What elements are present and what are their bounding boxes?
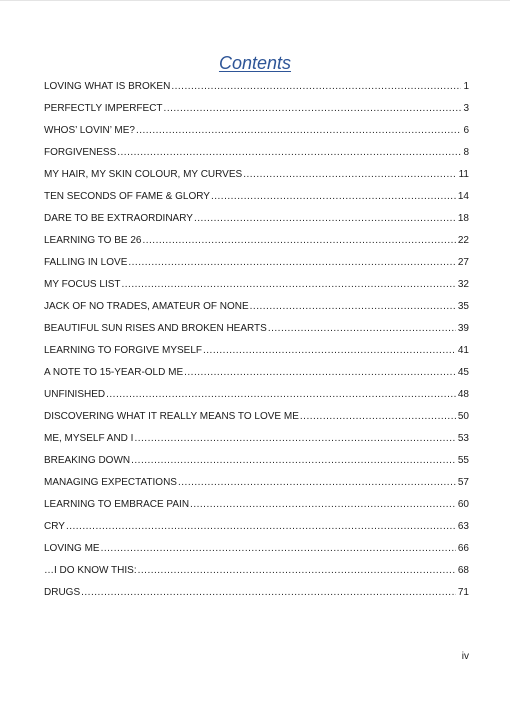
toc-entry-title: BEAUTIFUL SUN RISES AND BROKEN HEARTS: [44, 323, 267, 334]
toc-entry-title: FORGIVENESS: [44, 147, 117, 158]
toc-entry-page: 22: [457, 235, 469, 246]
toc-dot-leader: [117, 142, 461, 164]
toc-entry: [44, 186, 469, 208]
toc-entry-page: 18: [457, 213, 469, 224]
page-top-edge: [0, 0, 510, 1]
toc-dot-leader: [250, 296, 456, 318]
toc-dot-leader: [66, 516, 456, 538]
toc-entry-page: 39: [457, 323, 469, 334]
toc-entry-title: MY FOCUS LIST: [44, 279, 121, 290]
toc-entry-title: LEARNING TO FORGIVE MYSELF: [44, 345, 202, 356]
toc-entry-title: LEARNING TO BE 26: [44, 235, 142, 246]
toc-dot-leader: [122, 274, 456, 296]
toc-entry-page: 6: [463, 125, 469, 136]
toc-entry: [44, 318, 469, 340]
toc-entry-page: 45: [457, 367, 469, 378]
toc-entry: [44, 142, 469, 164]
toc-entry-title: MANAGING EXPECTATIONS: [44, 477, 177, 488]
toc-dot-leader: [194, 208, 456, 230]
toc-entry: [44, 472, 469, 494]
toc-entry: [44, 76, 469, 98]
toc-entry-title: UNFINISHED: [44, 389, 106, 400]
toc-entry: [44, 538, 469, 560]
toc-entry-title: DARE TO BE EXTRAORDINARY: [44, 213, 193, 224]
toc-entry-page: 1: [463, 81, 469, 92]
toc-entry-title: JACK OF NO TRADES, AMATEUR OF NONE: [44, 301, 249, 312]
toc-entry-title: LOVING ME: [44, 543, 100, 554]
toc-entry: [44, 428, 469, 450]
toc-dot-leader: [178, 472, 456, 494]
toc-entry: [44, 120, 469, 142]
toc-dot-leader: [164, 98, 462, 120]
toc-dot-leader: [131, 450, 456, 472]
toc-dot-leader: [203, 340, 456, 362]
toc-list: [44, 76, 469, 604]
toc-entry-page: 57: [457, 477, 469, 488]
toc-entry-page: 71: [457, 587, 469, 598]
toc-entry-title: LEARNING TO EMBRACE PAIN: [44, 499, 190, 510]
toc-entry-page: 35: [457, 301, 469, 312]
toc-entry-title: LOVING WHAT IS BROKEN: [44, 81, 171, 92]
toc-entry: [44, 252, 469, 274]
toc-dot-leader: [190, 494, 456, 516]
toc-entry: [44, 516, 469, 538]
toc-dot-leader: [81, 582, 456, 604]
toc-entry-title: BREAKING DOWN: [44, 455, 131, 466]
toc-entry-title: DISCOVERING WHAT IT REALLY MEANS TO LOVE ME: [44, 411, 299, 422]
toc-entry: [44, 296, 469, 318]
toc-entry-page: 27: [457, 257, 469, 268]
toc-entry-title: DRUGS: [44, 587, 81, 598]
toc-entry-page: 68: [457, 565, 469, 576]
toc-dot-leader: [106, 384, 456, 406]
toc-entry: [44, 582, 469, 604]
toc-entry-title: FALLING IN LOVE: [44, 257, 128, 268]
toc-entry: [44, 164, 469, 186]
toc-entry: [44, 208, 469, 230]
toc-entry-page: 11: [458, 169, 469, 180]
toc-entry-page: 8: [463, 147, 469, 158]
toc-entry-title: WHOS’ LOVIN’ ME?: [44, 125, 135, 136]
toc-dot-leader: [134, 428, 455, 450]
toc-dot-leader: [142, 230, 455, 252]
toc-entry: [44, 274, 469, 296]
toc-dot-leader: [184, 362, 456, 384]
toc-entry-page: 48: [457, 389, 469, 400]
toc-entry-page: 50: [457, 411, 469, 422]
toc-entry: [44, 560, 469, 582]
contents-heading: Contents: [218, 53, 292, 73]
toc-dot-leader: [171, 76, 461, 98]
toc-entry-title: CRY: [44, 521, 65, 532]
toc-entry-page: 66: [457, 543, 469, 554]
toc-entry: [44, 230, 469, 252]
toc-entry: [44, 98, 469, 120]
toc-entry-title: …I DO KNOW THIS:: [44, 565, 137, 576]
toc-entry-title: MY HAIR, MY SKIN COLOUR, MY CURVES: [44, 169, 243, 180]
toc-entry-title: ME, MYSELF AND I: [44, 433, 134, 444]
toc-entry-page: 60: [457, 499, 469, 510]
toc-entry: [44, 450, 469, 472]
toc-entry: [44, 406, 469, 428]
toc-entry-title: A NOTE TO 15-YEAR-OLD ME: [44, 367, 184, 378]
toc-dot-leader: [136, 120, 462, 142]
toc-entry-title: TEN SECONDS OF FAME & GLORY: [44, 191, 210, 202]
toc-dot-leader: [128, 252, 456, 274]
toc-entry: [44, 340, 469, 362]
toc-entry-page: 32: [457, 279, 469, 290]
toc-entry-page: 53: [457, 433, 469, 444]
toc-entry-page: 14: [457, 191, 469, 202]
toc-dot-leader: [243, 164, 456, 186]
toc-entry-page: 55: [457, 455, 469, 466]
toc-entry: [44, 362, 469, 384]
toc-entry-title: PERFECTLY IMPERFECT: [44, 103, 163, 114]
toc-dot-leader: [101, 538, 456, 560]
toc-entry-page: 41: [457, 345, 469, 356]
toc-entry-page: 3: [463, 103, 469, 114]
toc-dot-leader: [300, 406, 456, 428]
toc-dot-leader: [268, 318, 456, 340]
toc-dot-leader: [138, 560, 456, 582]
toc-entry: [44, 384, 469, 406]
toc-dot-leader: [211, 186, 456, 208]
page-number: iv: [461, 651, 469, 662]
toc-entry: [44, 494, 469, 516]
toc-entry-page: 63: [457, 521, 469, 532]
